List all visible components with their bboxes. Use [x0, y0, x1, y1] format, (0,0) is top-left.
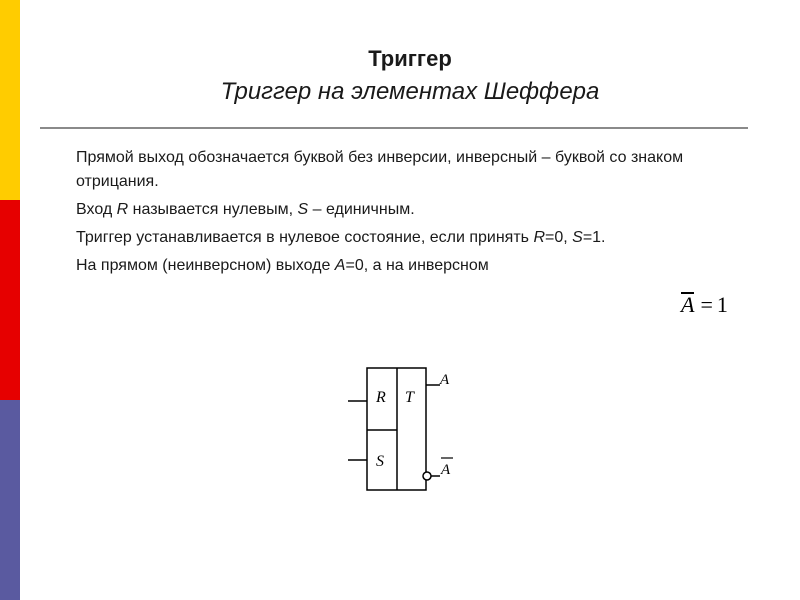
label-output-inverse: A: [441, 462, 451, 478]
var-s: S: [572, 229, 583, 246]
text-fragment: – единичным.: [308, 201, 415, 218]
side-bar-yellow: [0, 0, 20, 200]
side-bar-blue: [0, 400, 20, 600]
label-r: R: [376, 389, 386, 406]
paragraph-output-state: [76, 254, 756, 278]
text-fragment: На прямом (неинверсном) выходе: [76, 257, 335, 274]
slide-body: [76, 146, 756, 282]
label-t: T: [405, 389, 414, 406]
slide-subtitle: Триггер на элементах Шеффера: [220, 78, 600, 105]
text-fragment: называется нулевым,: [128, 201, 298, 218]
formula-value: 1: [716, 292, 728, 317]
var-a: A: [334, 257, 346, 274]
paragraph-outputs: Прямой выход обозначается буквой без инверсии, инверсный – буквой со знаком отрицания.: [76, 149, 684, 190]
slide-title: Триггер: [368, 46, 452, 71]
var-r: R: [116, 201, 129, 218]
formula-op: =: [700, 292, 713, 317]
title-divider: [40, 127, 748, 129]
var-s: S: [297, 201, 309, 218]
paragraph-reset: [76, 226, 756, 250]
label-s: S: [376, 453, 384, 470]
inverse-bubble: [423, 472, 431, 480]
rs-trigger-diagram: [340, 360, 470, 500]
formula-var: A: [681, 292, 695, 317]
text-fragment: =0,: [545, 229, 573, 246]
text-fragment: Вход: [76, 201, 117, 218]
text-fragment: =1.: [582, 229, 606, 246]
paragraph-inputs: [76, 198, 756, 222]
text-fragment: Триггер устанавливается в нулевое состояние, если принять: [76, 229, 534, 246]
text-fragment: =0, а на инверсном: [345, 257, 489, 274]
formula-a-bar-equals-1: [681, 292, 728, 318]
side-bar-red: [0, 200, 20, 400]
label-output-a: A: [440, 372, 450, 388]
var-r: R: [533, 229, 545, 246]
